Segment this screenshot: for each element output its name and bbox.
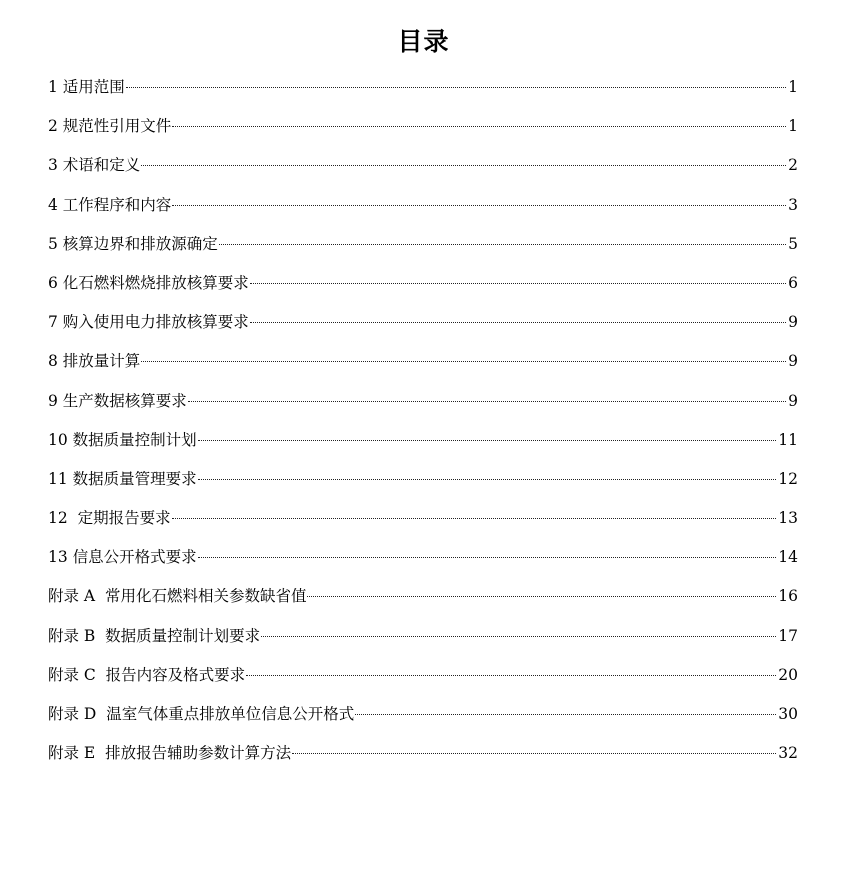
toc-entry-page: 13: [778, 509, 798, 528]
toc-entry-label: 附录 E 排放报告辅助参数计算方法: [48, 744, 292, 763]
toc-entry[interactable]: [48, 230, 798, 269]
dot-leader: [141, 165, 786, 166]
toc-entry-page: 32: [778, 744, 798, 763]
toc-entry-page: 3: [788, 195, 798, 214]
toc-entry[interactable]: [48, 308, 798, 347]
toc-entry-page: 12: [778, 469, 798, 488]
toc-entry-label: 10 数据质量控制计划: [48, 430, 197, 449]
toc-entry[interactable]: [48, 700, 798, 739]
toc-entry-label: 附录 B 数据质量控制计划要求: [48, 626, 261, 645]
toc-entry-label: 1 适用范围: [48, 78, 125, 96]
toc-entry-page: 2: [788, 156, 798, 175]
dot-leader: [246, 675, 776, 676]
toc-entry-label: 6 化石燃料燃烧排放核算要求: [48, 273, 249, 292]
toc-entry-label: 附录 A 常用化石燃料相关参数缺省值: [48, 587, 307, 606]
toc-entry[interactable]: [48, 347, 798, 386]
toc-entry-page: 9: [788, 391, 798, 410]
toc-entry-label: 8 排放量计算: [48, 352, 141, 371]
toc-entry-page: 17: [778, 626, 798, 645]
dot-leader: [261, 636, 776, 637]
toc-entry-label: 9 生产数据核算要求: [48, 391, 187, 410]
toc-entry-label: 7 购入使用电力排放核算要求: [48, 313, 249, 332]
dot-leader: [141, 361, 786, 362]
toc-entry[interactable]: [48, 387, 798, 426]
dot-leader: [219, 244, 786, 245]
toc-entry[interactable]: [48, 191, 798, 230]
toc-entry-label: 附录 C 报告内容及格式要求: [48, 665, 246, 684]
toc-entry-page: 5: [788, 234, 798, 253]
toc-entry[interactable]: [48, 622, 798, 661]
toc-title: 目录: [397, 27, 450, 56]
dot-leader: [307, 596, 776, 597]
toc-entry-label: 5 核算边界和排放源确定: [48, 234, 218, 253]
toc-entry[interactable]: [48, 465, 798, 504]
toc-entry-label: 2 规范性引用文件: [48, 117, 172, 136]
toc-entry[interactable]: [48, 739, 798, 778]
dot-leader: [172, 126, 786, 127]
toc-entry[interactable]: [48, 269, 798, 308]
dot-leader: [250, 283, 786, 284]
dot-leader: [188, 401, 786, 402]
toc-entry-page: 1: [788, 117, 798, 136]
toc-entry-label: 12 定期报告要求: [48, 509, 171, 528]
toc-entry-page: 11: [778, 430, 798, 449]
toc-entry[interactable]: [48, 543, 798, 582]
toc-entry[interactable]: [48, 504, 798, 543]
toc-entry[interactable]: [48, 582, 798, 621]
dot-leader: [172, 518, 777, 519]
toc-entry-page: 16: [778, 587, 798, 606]
toc-entry[interactable]: [48, 661, 798, 700]
dot-leader: [198, 479, 777, 480]
toc-entry-label: 11 数据质量管理要求: [48, 469, 197, 488]
toc-entry[interactable]: [48, 426, 798, 465]
dot-leader: [292, 753, 776, 754]
toc-entry-label: 4 工作程序和内容: [48, 195, 172, 214]
toc-list: [48, 73, 798, 778]
toc-entry-page: 6: [788, 273, 798, 292]
dot-leader: [198, 440, 777, 441]
dot-leader: [172, 205, 786, 206]
dot-leader: [250, 322, 786, 323]
toc-entry-label: 3 术语和定义: [48, 156, 141, 175]
toc-entry-page: 20: [778, 665, 798, 684]
dot-leader: [355, 714, 776, 715]
dot-leader: [198, 557, 777, 558]
toc-entry-label: 13 信息公开格式要求: [48, 548, 197, 567]
dot-leader: [126, 87, 786, 88]
toc-entry-page: 9: [788, 313, 798, 332]
toc-entry-page: 14: [778, 548, 798, 567]
toc-entry[interactable]: [48, 151, 798, 190]
toc-entry[interactable]: [48, 73, 798, 112]
toc-entry-label: 附录 D 温室气体重点排放单位信息公开格式: [48, 705, 355, 723]
toc-entry-page: 9: [788, 352, 798, 371]
toc-entry-page: 1: [788, 78, 798, 96]
toc-entry-page: 30: [778, 705, 798, 723]
toc-entry[interactable]: [48, 112, 798, 151]
